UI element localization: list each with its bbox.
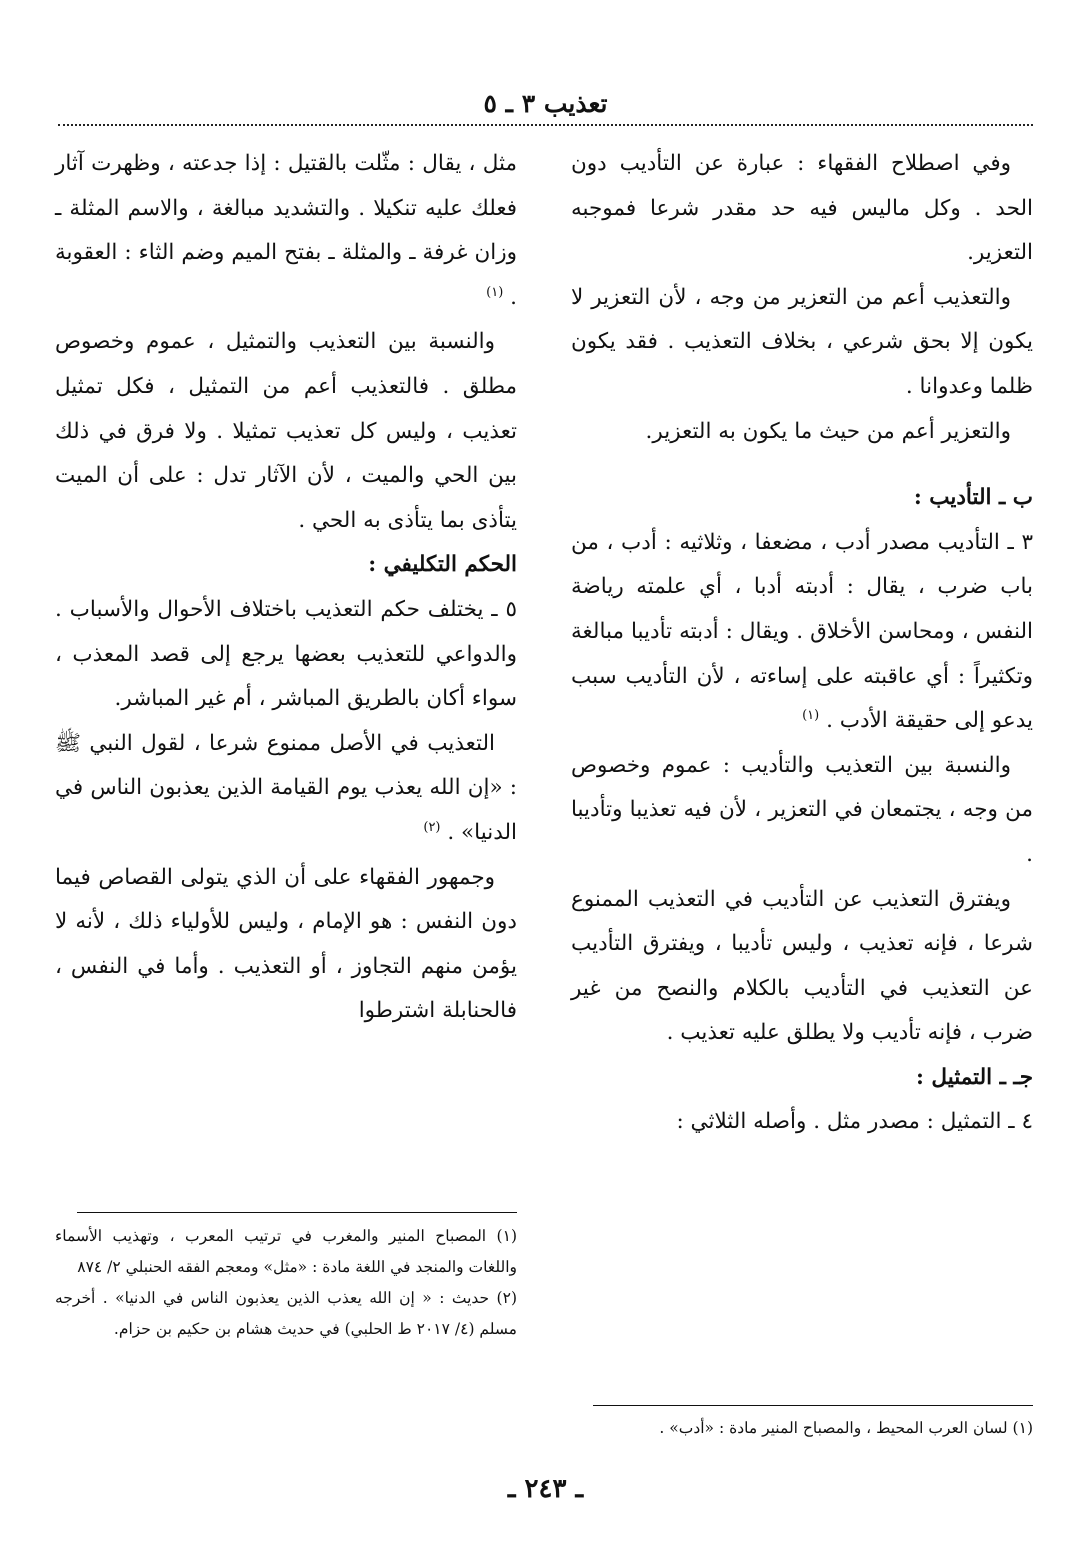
- paragraph-text: وفي اصطلاح الفقهاء : عبارة عن التأديب دون الحد . وكل ماليس فيه حد مقدر شرعا فموجبه التعزير.: [571, 151, 1033, 266]
- running-header: تعذيب ٣ ـ ٥: [483, 89, 608, 118]
- paragraph: [571, 744, 1033, 878]
- paragraph: [571, 410, 1033, 455]
- paragraph: [571, 142, 1033, 276]
- paragraph-text: والتعذيب أعم من التعزير من وجه ، لأن التعزير لا يكون إلا بحق شرعي ، بخلاف التعذيب . فقد يكون ظلما وعدوانا .: [571, 284, 1033, 399]
- paragraph-text: ٤ ـ التمثيل : مصدر مثل . وأصله الثلاثي :: [676, 1109, 1033, 1135]
- left-column: [55, 142, 517, 1034]
- footnote-marker: (١): [802, 707, 820, 723]
- paragraph-text: التعذيب في الأصل ممنوع شرعا ، لقول النبي ﷺ : «إن الله يعذب يوم القيامة الذين يعذبون الناس في الدنيا» .: [55, 730, 517, 845]
- section-heading: [571, 1056, 1033, 1101]
- footnote: (١) لسان العرب المحيط ، والمصباح المنير مادة : «أدب» .: [659, 1419, 1033, 1437]
- footnote-marker: (٢): [423, 819, 441, 835]
- paragraph: [55, 588, 517, 722]
- footnote: (١) المصباح المنير والمغرب في ترتيب المعرب ، وتهذيب الأسماء واللغات والمنجد في اللغة مادة : «مثل» ومعجم الفقه الحنبلي ٢/ ٨٧٤: [55, 1227, 517, 1276]
- paragraph: [571, 1100, 1033, 1145]
- header-dotted-rule: [58, 124, 1033, 126]
- footnotes-left: [55, 1221, 517, 1345]
- paragraph-gap: [571, 454, 1033, 476]
- paragraph: [55, 722, 517, 856]
- paragraph: [571, 276, 1033, 410]
- paragraph-text: ٣ ـ التأديب مصدر أدب ، مضعفا ، وثلاثيه : أدب ، من باب ضرب ، يقال : أدبته أدبا ، أي علمته رياضة النفس ، ومحاسن الأخلاق . ويقال : أدبته تأديبا مبالغة وتكثيراً : أي عاقبته على إساءته ، لأن التأديب سبب يدعو إلى حقيقة الأدب .: [571, 529, 1033, 734]
- right-column: [571, 142, 1033, 1145]
- paragraph-text: والنسبة بين التعذيب والتأديب : عموم وخصوص من وجه ، يجتمعان في التعزير ، لأن فيه تعذيبا وتأديبا .: [571, 752, 1033, 867]
- paragraph-text: وجمهور الفقهاء على أن الذي يتولى القصاص فيما دون النفس : هو الإمام ، وليس للأولياء ذلك ، لأنه لا يؤمن منهم التجاوز ، أو التعذيب . وأما في النفس ، فالحنابلة اشترطوا: [55, 864, 517, 1024]
- paragraph: [571, 521, 1033, 744]
- section-heading: [55, 543, 517, 588]
- paragraph: [55, 320, 517, 543]
- footnote-rule-right: [593, 1405, 1033, 1406]
- paragraph: [571, 878, 1033, 1056]
- paragraph-text: ٥ ـ يختلف حكم التعذيب باختلاف الأحوال والأسباب . والدواعي للتعذيب بعضها يرجع إلى قصد المعذب ، سواء أكان بالطريق المباشر ، أم غير المباشر.: [55, 596, 517, 712]
- paragraph-text: جـ ـ التمثيل :: [916, 1064, 1033, 1090]
- section-heading: [571, 476, 1033, 521]
- footnotes-right: [571, 1413, 1033, 1444]
- page-number: ـ ٢٤٣ ـ: [507, 1474, 584, 1504]
- paragraph: [55, 142, 517, 320]
- paragraph-text: ب ـ التأديب :: [913, 485, 1033, 511]
- paragraph-text: ويفترق التعذيب عن التأديب في التعذيب الممنوع شرعا ، فإنه تعذيب ، وليس تأديبا ، ويفترق التأديب عن التعذيب في التأديب بالكلام والنصح من غير ضرب ، فإنه تأديب ولا يطلق عليه تعذيب .: [571, 886, 1033, 1046]
- paragraph: [55, 856, 517, 1034]
- paragraph-text: مثل ، يقال : مثّلت بالقتيل : إذا جدعته ، وظهرت آثار فعلك عليه تنكيلا . والتشديد مبالغة ، والاسم المثلة ـ وزان غرفة ـ والمثلة ـ بفتح الميم وضم الثاء : العقوبة .: [55, 151, 517, 310]
- footnote: (٢) حديث : « إن الله يعذب الذين يعذبون الناس في الدنيا» . أخرجه مسلم (٤/ ٢٠١٧ ط الحلبي) في حديث هشام بن حكيم بن حزام.: [55, 1289, 517, 1338]
- footnote-marker: (١): [486, 284, 504, 300]
- footnote-rule-left: [77, 1212, 517, 1213]
- paragraph-text: والنسبة بين التعذيب والتمثيل ، عموم وخصوص مطلق . فالتعذيب أعم من التمثيل ، فكل تمثيل تعذيب ، وليس كل تعذيب تمثيلا . ولا فرق في ذلك بين الحي والميت ، لأن الآثار تدل : على أن الميت يتأذى بما يتأذى به الحي .: [55, 329, 517, 533]
- paragraph-text: والتعزير أعم من حيث ما يكون به التعزير.: [645, 418, 1011, 444]
- paragraph-text: الحكم التكليفي :: [368, 552, 517, 578]
